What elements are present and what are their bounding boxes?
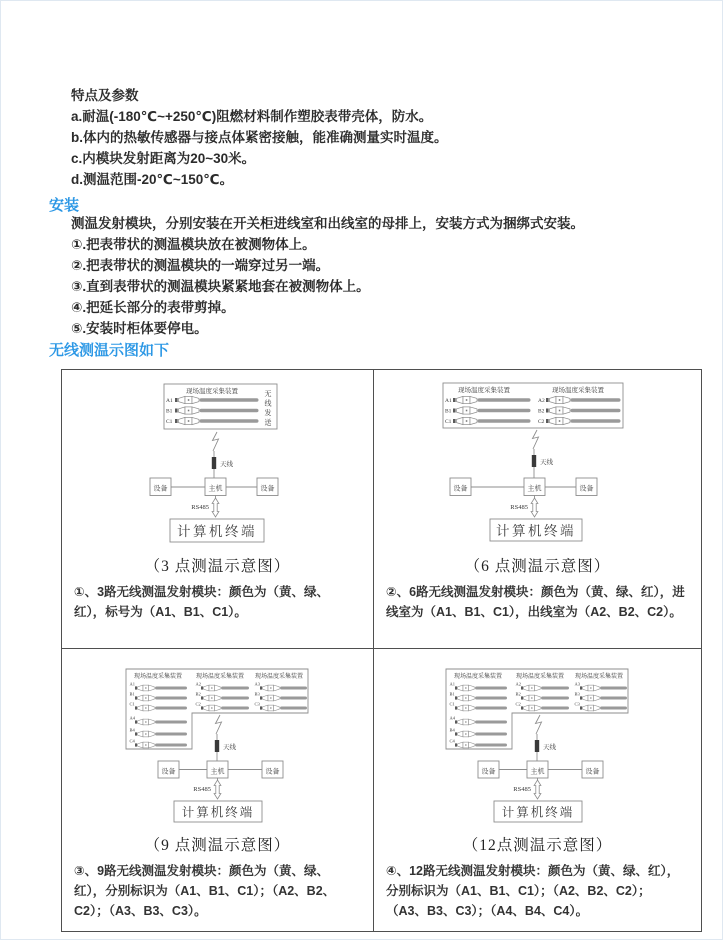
diagram-caption: （3 点测温示意图） [144, 558, 291, 575]
wireless-char: 发 [264, 409, 272, 417]
antenna-icon [535, 715, 542, 752]
sensor-row [516, 692, 570, 701]
sensor-row [130, 682, 188, 691]
collector-title: 现场温度采集装置 [458, 387, 510, 394]
install-heading: 安装 [49, 197, 80, 214]
sensor-row [130, 739, 188, 748]
terminal-label: 计算机终端 [177, 524, 257, 539]
sensor-row [255, 702, 308, 711]
diagram-description: ①、3路无线测温发射模块：颜色为（黄、绿、红），标号为（A1、B1、C1）。 [74, 585, 330, 619]
rs485-label: RS485 [191, 504, 209, 511]
sensor-row [450, 682, 508, 691]
host-label: 主机 [527, 484, 542, 493]
sensor-label: A2 [195, 681, 201, 687]
install-block [71, 213, 584, 339]
collector-title: 现场温度采集装置 [574, 674, 624, 680]
device-label: 设备 [161, 767, 176, 776]
diagram-12point [382, 649, 693, 829]
install-intro: 测温发射模块，分别安装在开关柜进线室和出线室的母排上，安装方式为捆绑式安装。 [71, 216, 584, 231]
rs485-arrow-icon [214, 780, 221, 799]
sensor-row [450, 702, 508, 711]
diagram-cell-9point [62, 649, 374, 931]
sensor-label: B3 [574, 691, 580, 697]
sensor-row [575, 682, 628, 691]
diagram-cell-6point [374, 370, 701, 649]
collector-title: 现场温度采集装置 [453, 674, 503, 680]
sensor-label: C4 [449, 738, 455, 744]
rs485-arrow-icon [534, 780, 541, 799]
sensor-label: C3 [574, 701, 580, 707]
sensor-row [196, 682, 250, 691]
install-step: ①.把表带状的测温模块放在被测物体上。 [71, 237, 316, 252]
sensor-row [130, 728, 188, 737]
sensor-row [450, 692, 508, 701]
rs485-label: RS485 [513, 786, 531, 793]
device-label: 设备 [585, 767, 600, 776]
collector-title: 现场温度采集装置 [133, 674, 183, 680]
collector-title: 现场温度采集装置 [254, 674, 304, 680]
sensor-label: C2 [195, 701, 201, 707]
features-title: 特点及参数 [71, 88, 139, 103]
terminal-label: 计算机终端 [501, 805, 575, 820]
collector-title: 现场温度采集装置 [186, 388, 238, 395]
sensor-label: B4 [449, 727, 455, 733]
device-label: 设备 [481, 767, 496, 776]
sensor-row [130, 692, 188, 701]
sensor-label: A1 [166, 398, 173, 404]
diagram-6point [374, 370, 702, 550]
sensor-label: B1 [166, 408, 173, 415]
antenna-label: 天线 [220, 461, 233, 468]
sensor-label: B2 [515, 691, 521, 697]
sensor-label: C1 [129, 701, 135, 707]
sensor-row [130, 702, 188, 711]
sensor-label: C1 [449, 701, 455, 707]
sensor-row [450, 716, 508, 725]
diagram-description: ②、6路无线测温发射模块：颜色为（黄、绿、红），进线室为（A1、B1、C1），出线室为（A2、B2、C2）。 [386, 585, 685, 619]
collector-title: 现场温度采集装置 [515, 674, 565, 680]
sensor-label: B4 [129, 727, 135, 733]
rs485-arrow-icon [212, 498, 219, 517]
diagrams-heading: 无线测温示图如下 [49, 342, 170, 359]
diagram-caption: （12点测温示意图） [462, 837, 613, 854]
install-step: ④.把延长部分的表带剪掉。 [71, 300, 235, 315]
feature-item: a.耐温(-180℃~+250℃)阻燃材料制作塑胶表带壳体，防水。 [71, 109, 433, 124]
sensor-row [255, 682, 308, 691]
sensor-label: C1 [166, 419, 173, 425]
diagram-grid [61, 369, 702, 932]
features-block [71, 85, 448, 190]
diagram-9point [62, 649, 373, 829]
sensor-label: A1 [129, 681, 135, 687]
sensor-row [450, 728, 508, 737]
sensor-label: A4 [449, 715, 455, 721]
host-label: 主机 [210, 767, 225, 776]
wireless-send-label [265, 390, 272, 427]
rs485-arrow-icon [531, 498, 538, 517]
antenna-icon [215, 715, 222, 752]
antenna-icon [212, 432, 219, 469]
diagram-caption: （6 点测温示意图） [464, 558, 611, 575]
device-label: 设备 [453, 484, 468, 493]
sensor-label: A4 [129, 715, 135, 721]
wireless-char: 送 [264, 418, 272, 427]
sensor-label: C3 [254, 701, 260, 707]
sensor-row [130, 716, 188, 725]
sensor-label: A1 [445, 398, 452, 404]
diagram-cell-12point [374, 649, 701, 931]
diagram-description: ④、12路无线测温发射模块：颜色为（黄、绿、红），分别标识为（A1、B1、C1）；（A2、B2、C2）；（A3、B3、C3）；（A4、B4、C4）。 [386, 864, 680, 918]
diagram-caption: （9 点测温示意图） [144, 837, 291, 854]
antenna-label: 天线 [540, 459, 553, 466]
rs485-label: RS485 [193, 786, 211, 793]
install-step: ③.直到表带状的测温模块紧紧地套在被测物体上。 [71, 279, 370, 294]
sensor-label: B2 [195, 691, 201, 697]
install-step: ⑤.安装时柜体要停电。 [71, 321, 208, 336]
sensor-label: B1 [445, 408, 452, 415]
device-label: 设备 [265, 767, 280, 776]
antenna-label: 天线 [543, 744, 556, 751]
host-label: 主机 [530, 767, 545, 776]
diagram-cell-3point [62, 370, 374, 649]
sensor-label: B1 [129, 691, 135, 697]
antenna-icon [532, 430, 539, 467]
rs485-label: RS485 [510, 504, 528, 511]
sensor-row [196, 702, 250, 711]
sensor-row [255, 692, 308, 701]
sensor-label: A2 [538, 398, 545, 404]
sensor-label: A3 [574, 681, 580, 687]
collector-title: 现场温度采集装置 [195, 674, 245, 680]
sensor-row [516, 682, 570, 691]
sensor-label: B3 [254, 691, 260, 697]
sensor-label: B1 [449, 691, 455, 697]
antenna-label: 天线 [223, 744, 236, 751]
diagram-description: ③、9路无线测温发射模块：颜色为（黄、绿、红），分别标识为（A1、B1、C1）；（A2、B2、C2）；（A3、B3、C3）。 [74, 864, 336, 918]
sensor-row [516, 702, 570, 711]
host-label: 主机 [208, 484, 223, 493]
diagram-3point [62, 370, 373, 550]
device-label: 设备 [260, 484, 275, 493]
sensor-label: B2 [538, 408, 545, 415]
device-label: 设备 [153, 484, 168, 493]
wireless-char: 无 [264, 390, 272, 398]
sensor-label: C2 [538, 419, 545, 425]
sensor-label: C1 [445, 419, 452, 425]
terminal-label: 计算机终端 [181, 805, 255, 820]
sensor-row [196, 692, 250, 701]
sensor-label: A1 [449, 681, 455, 687]
sensor-row [450, 739, 508, 748]
sensor-label: C2 [515, 701, 521, 707]
sensor-label: C4 [129, 738, 135, 744]
feature-item: b.体内的热敏传感器与接点体紧密接触，能准确测量实时温度。 [71, 130, 448, 145]
wireless-char: 线 [264, 399, 272, 408]
sensor-label: A2 [515, 681, 521, 687]
install-step: ②.把表带状的测温模块的一端穿过另一端。 [71, 258, 330, 273]
sensor-row [575, 702, 628, 711]
sensor-label: A3 [254, 681, 260, 687]
collector-title: 现场温度采集装置 [552, 387, 604, 394]
terminal-label: 计算机终端 [496, 523, 576, 539]
feature-item: d.测温范围-20℃~150℃。 [71, 172, 234, 187]
feature-item: c.内模块发射距离为20~30米。 [71, 151, 256, 166]
sensor-row [575, 692, 628, 701]
device-label: 设备 [579, 484, 594, 493]
